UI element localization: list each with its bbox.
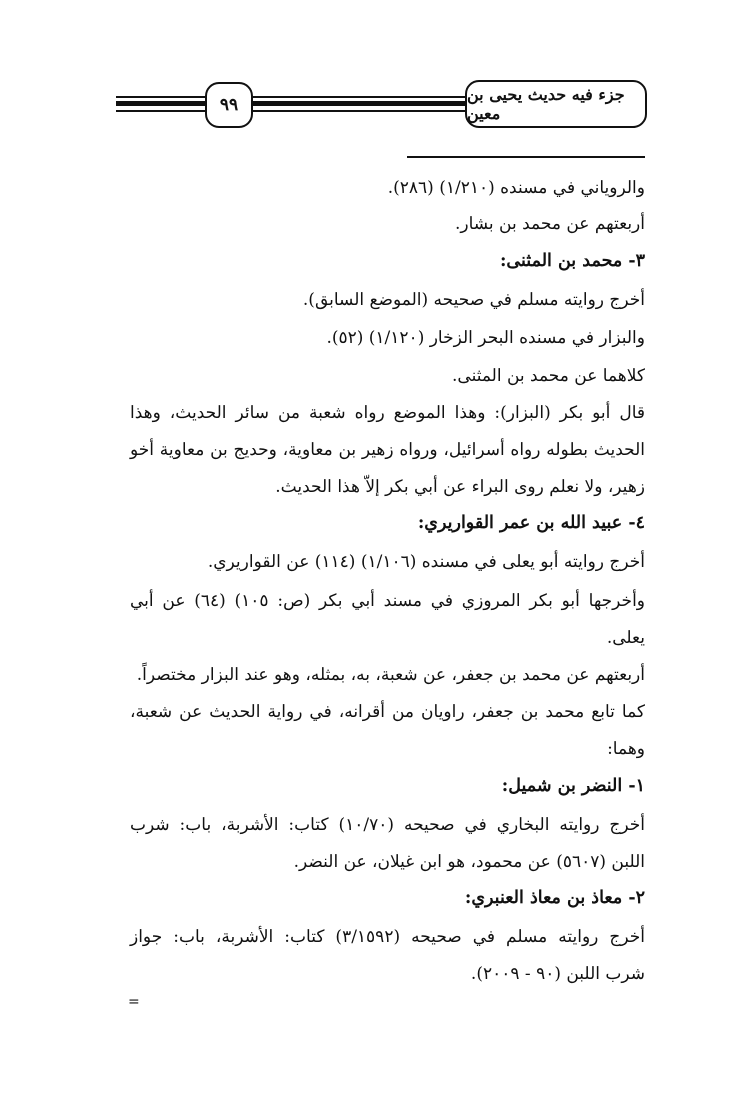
text-line: أخرج روايته أبو يعلى في مسنده (١/١٠٦) (١١٤) عن القواريري. [207,552,645,572]
footnote-separator [407,156,645,158]
text-line: أربعتهم عن محمد بن بشار. [454,214,645,234]
section-heading: ٢- معاذ بن معاذ العنبري: [464,888,645,908]
text-line: يعلى. [606,628,645,648]
section-heading: ٣- محمد بن المثنى: [499,251,645,271]
page-number: ٩٩ [205,82,253,128]
text-line: شرب اللبن (٩٠ - ٢٠٠٩). [470,964,645,984]
text-line: أخرج روايته البخاري في صحيحه (١٠/٧٠) كتاب: الأشربة، باب: شرب [130,815,645,835]
text-line: قال أبو بكر (البزار): وهذا الموضع رواه شعبة من سائر الحديث، وهذا [130,403,645,423]
section-heading: ٤- عبيد الله بن عمر القواريري: [417,513,645,533]
text-line: والروياني في مسنده (١/٢١٠) (٢٨٦). [387,178,645,198]
text-line: وأخرجها أبو بكر المروزي في مسند أبي بكر (ص: ١٠٥) (٦٤) عن أبي [130,591,645,611]
text-line: زهير، ولا نعلم روى البراء عن أبي بكر إلاّ هذا الحديث. [275,477,645,497]
text-line: وهما: [607,739,645,759]
text-line: اللبن (٥٦٠٧) عن محمود، هو ابن غيلان، عن النضر. [293,852,645,872]
text-line: أخرج روايته مسلم في صحيحه (٣/١٥٩٢) كتاب: الأشربة، باب: جواز [130,927,645,947]
section-heading: ١- النضر بن شميل: [501,776,645,796]
text-line: كما تابع محمد بن جعفر، راويان من أقرانه، في رواية الحديث عن شعبة، [130,702,645,722]
continuation-mark: = [128,994,140,1010]
text-line: والبزار في مسنده البحر الزخار (١/١٢٠) (٥٢). [326,328,645,348]
text-line: أربعتهم عن محمد بن جعفر، عن شعبة، به، بمثله، وهو عند البزار مختصراً. [136,665,645,685]
book-title: جزء فيه حديث يحيى بن معين [465,80,647,128]
text-line: الحديث بطوله رواه أسرائيل، ورواه زهير بن معاوية، وحديج بن معاوية أخو [130,440,645,460]
text-line: كلاهما عن محمد بن المثنى. [452,366,645,386]
text-line: أخرج روايته مسلم في صحيحه (الموضع السابق). [302,290,645,310]
